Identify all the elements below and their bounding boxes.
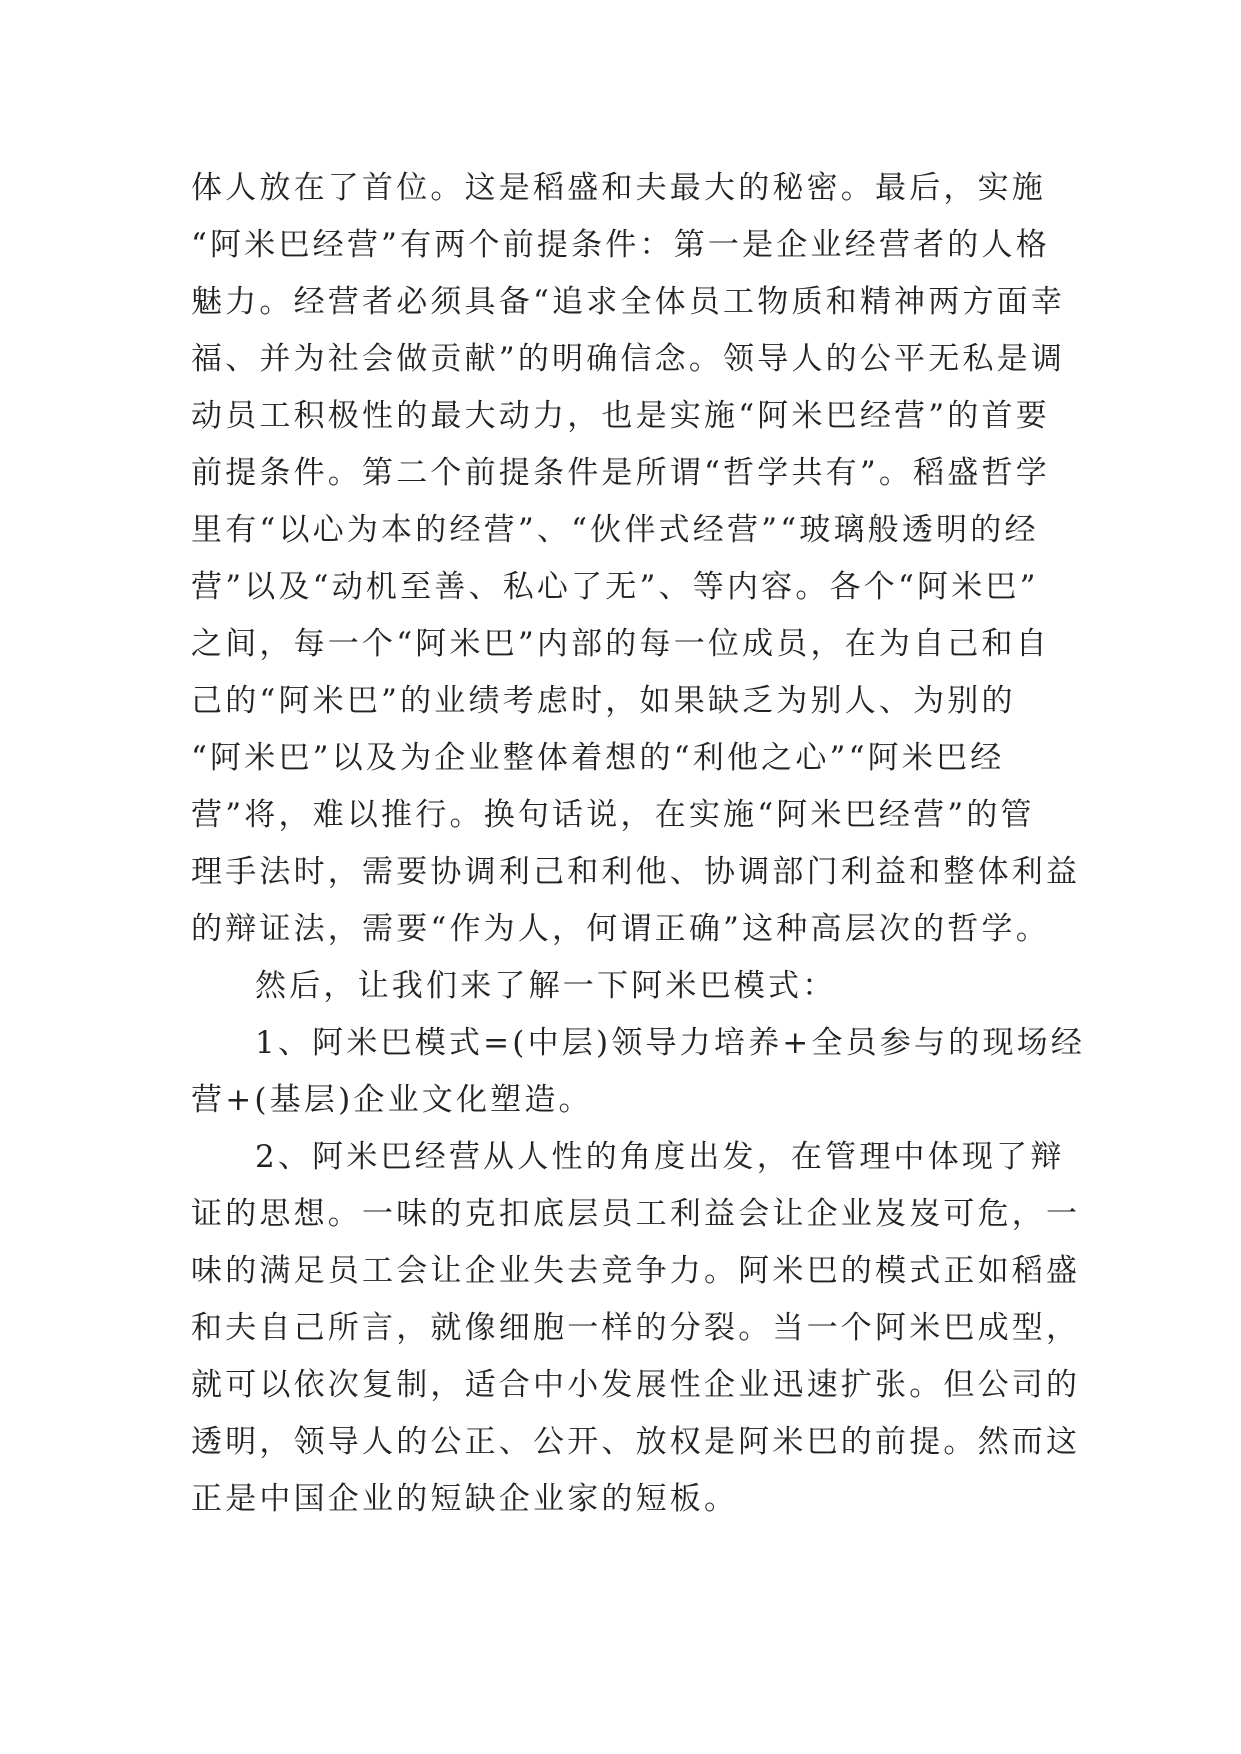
text-line: 证的思想。一味的克扣底层员工利益会让企业岌岌可危，一 bbox=[191, 1196, 1081, 1232]
text-line: 福、并为社会做贡献”的明确信念。领导人的公平无私是调 bbox=[191, 341, 1066, 377]
text-line: 魅力。经营者必须具备“追求全体员工物质和精神两方面幸 bbox=[191, 284, 1066, 320]
text-line: 营”将，难以推行。换句话说，在实施“阿米巴经营”的管 bbox=[191, 797, 1035, 833]
text-line: 就可以依次复制，适合中小发展性企业迅速扩张。但公司的 bbox=[191, 1367, 1081, 1403]
text-line: 动员工积极性的最大动力，也是实施“阿米巴经营”的首要 bbox=[191, 398, 1050, 434]
text-line: 里有“以心为本的经营”、“伙伴式经营”“玻璃般透明的经 bbox=[191, 512, 1039, 548]
text-line: 的辩证法，需要“作为人，何谓正确”这种高层次的哲学。 bbox=[191, 911, 1050, 947]
text-line: “阿米巴经营”有两个前提条件：第一是企业经营者的人格 bbox=[191, 227, 1050, 263]
document-body bbox=[191, 160, 1086, 1528]
text-line: 体人放在了首位。这是稻盛和夫最大的秘密。最后，实施 bbox=[191, 170, 1046, 206]
paragraph-line-indented: 2、阿米巴经营从人性的角度出发，在管理中体现了辩 bbox=[255, 1139, 1065, 1175]
paragraph-line-indented: 然后，让我们来了解一下阿米巴模式： bbox=[255, 968, 837, 1004]
text-line: 透明，领导人的公正、公开、放权是阿米巴的前提。然而这 bbox=[191, 1424, 1081, 1460]
text-line: 己的“阿米巴”的业绩考虑时，如果缺乏为别人、为别的 bbox=[191, 683, 1016, 719]
text-line: 理手法时，需要协调利己和利他、协调部门利益和整体利益 bbox=[191, 854, 1081, 890]
paragraph-line-indented: 1、阿米巴模式=(中层)领导力培养+全员参与的现场经 bbox=[255, 1025, 1086, 1061]
text-line: 正是中国企业的短缺企业家的短板。 bbox=[191, 1481, 739, 1517]
text-line: 和夫自己所言，就像细胞一样的分裂。当一个阿米巴成型， bbox=[191, 1310, 1081, 1346]
text-line: 营”以及“动机至善、私心了无”、等内容。各个“阿米巴” bbox=[191, 569, 1039, 605]
text-line: 营+(基层)企业文化塑造。 bbox=[191, 1082, 593, 1118]
text-line: “阿米巴”以及为企业整体着想的“利他之心”“阿米巴经 bbox=[191, 740, 1005, 776]
text-line: 味的满足员工会让企业失去竞争力。阿米巴的模式正如稻盛 bbox=[191, 1253, 1081, 1289]
text-line: 前提条件。第二个前提条件是所谓“哲学共有”。稻盛哲学 bbox=[191, 455, 1050, 491]
text-line: 之间，每一个“阿米巴”内部的每一位成员，在为自己和自 bbox=[191, 626, 1050, 662]
